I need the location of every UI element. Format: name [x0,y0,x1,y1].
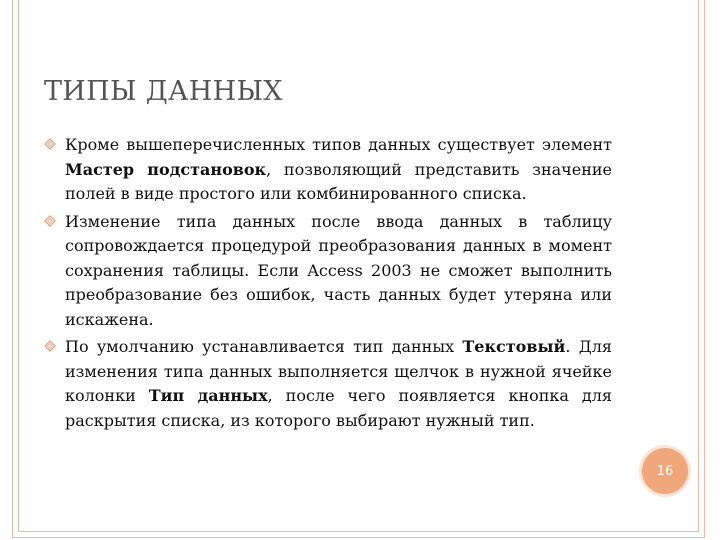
slide-title: ТИПЫ ДАННЫХ [44,76,283,107]
page-number: 16 [656,463,674,479]
bullet-list [44,133,612,436]
bullet-item-2 [44,210,612,333]
bullet-text-3: По умолчанию устанавливается тип данных Текстовый. Для изменения типа данных выполняется щелчок в нужной ячейке колонки Тип данных, после чего появляется кнопка для раскрытия списка, из которого выбирают нужный тип. [65,337,613,430]
diamond-bullet-icon [44,138,56,150]
diamond-bullet-icon [44,215,56,227]
data-type-column-term: Тип данных [148,386,268,405]
bullet-text-1: Кроме вышеперечисленных типов данных существует элемент Мастер подстановок, позволяющий представить значение полей в виде простого или комбинированного списка. [65,135,613,203]
master-lookup-term: Мастер подстановок [65,159,267,179]
page-number-badge [642,448,688,494]
bullet-text-2: Изменение типа данных после ввода данных в таблицу сопровождается процедурой преобразования данных в момент сохранения таблицы. Если Access 2003 не сможет выполнить преобразование без ошибок, часть данных будет утеряна или искажена. [65,211,612,329]
text-type-term: Текстовый [462,337,566,356]
diamond-bullet-icon [44,340,56,352]
bullet-item-1 [44,133,612,207]
bullet-item-3 [44,335,612,433]
